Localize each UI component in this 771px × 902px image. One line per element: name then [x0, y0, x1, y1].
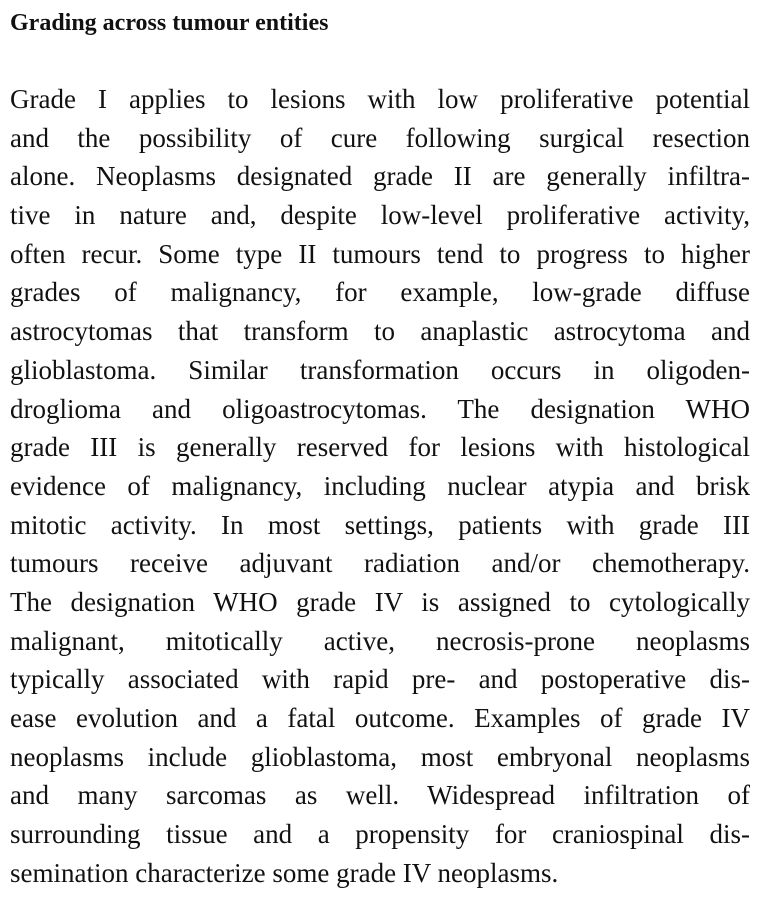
paragraph-line: tive in nature and, despite low-level proliferative activity, [10, 200, 750, 231]
paragraph-line: and many sarcomas as well. Widespread infiltration of [10, 780, 750, 811]
paragraph-line: alone. Neoplasms designated grade II are generally infiltra- [10, 161, 750, 192]
paragraph-line: semination characterize some grade IV neoplasms. [10, 857, 559, 888]
document-page [10, 0, 750, 888]
paragraph-line: Grade I applies to lesions with low proliferative potential [10, 84, 750, 114]
paragraph-line: droglioma and oligoastrocytomas. The designation WHO [10, 393, 750, 424]
paragraph-line: grades of malignancy, for example, low-grade diffuse [10, 277, 750, 308]
paragraph-line: tumours receive adjuvant radiation and/or chemotherapy. [10, 548, 750, 579]
paragraph-line: and the possibility of cure following surgical resection [10, 122, 750, 153]
body-paragraph [10, 80, 750, 892]
section-heading: Grading across tumour entities [10, 10, 329, 36]
paragraph-line: malignant, mitotically active, necrosis-prone neoplasms [10, 625, 750, 656]
paragraph-line: neoplasms include glioblastoma, most embryonal neoplasms [10, 741, 750, 772]
paragraph-line: evidence of malignancy, including nuclear atypia and brisk [10, 470, 750, 501]
paragraph-line: mitotic activity. In most settings, patients with grade III [10, 509, 750, 540]
paragraph-line: The designation WHO grade IV is assigned to cytologically [10, 586, 750, 617]
paragraph-line: typically associated with rapid pre- and postoperative dis- [10, 664, 750, 695]
paragraph-line: surrounding tissue and a propensity for craniospinal dis- [10, 819, 750, 850]
paragraph-line: grade III is generally reserved for lesions with histological [10, 432, 750, 463]
paragraph-line: ease evolution and a fatal outcome. Examples of grade IV [10, 703, 750, 733]
paragraph-line: glioblastoma. Similar transformation occurs in oligoden- [10, 354, 750, 385]
paragraph-line: often recur. Some type II tumours tend to progress to higher [10, 238, 750, 269]
paragraph-line: astrocytomas that transform to anaplastic astrocytoma and [10, 316, 750, 347]
